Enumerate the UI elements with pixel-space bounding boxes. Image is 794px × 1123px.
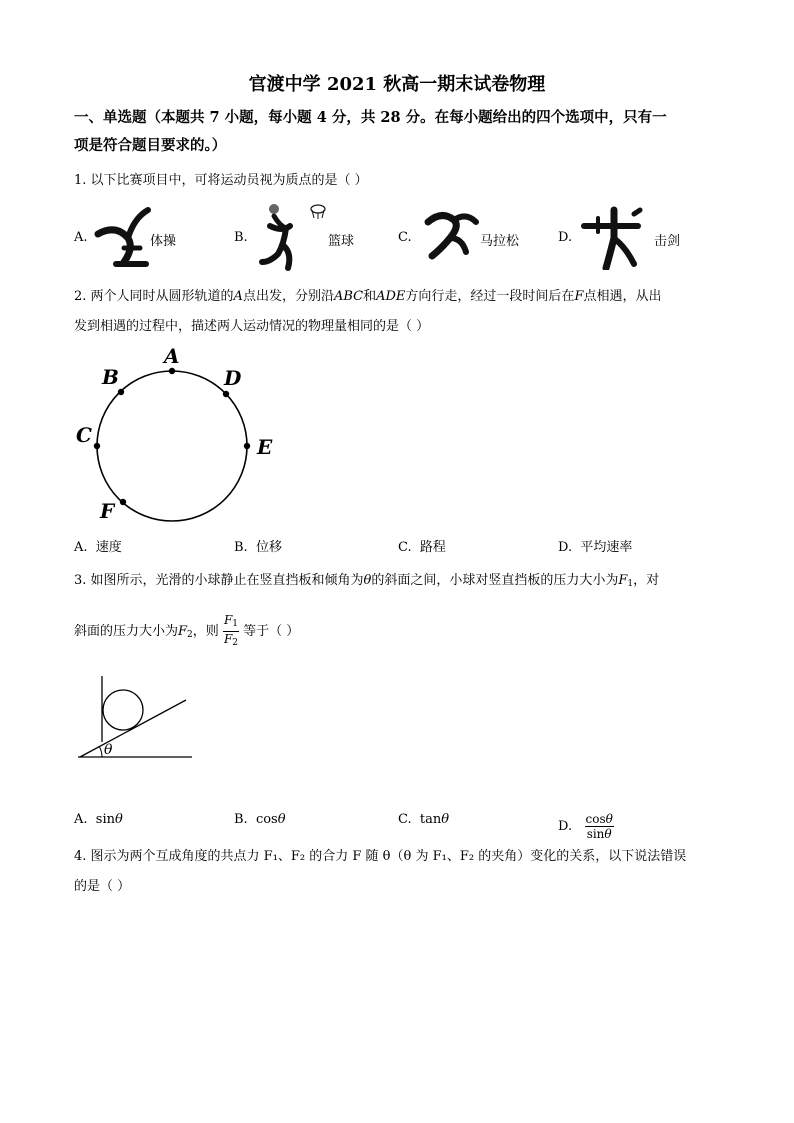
path-ade-ref: ADE [376,289,406,304]
label-d: D [224,366,242,390]
option-a-letter: A. [74,230,88,245]
label-c: C [76,423,92,447]
basketball-icon [256,202,336,272]
circular-track-diagram [70,342,290,534]
point-a [169,368,175,374]
question-1-options [74,202,724,274]
ratio-f1-f2: $\frac{F_1}{F_2}$ [223,613,238,648]
option-d: D. 平均速率 [558,540,633,555]
option-a-text: 体操 [150,234,177,249]
point-b [118,389,124,395]
point-c [94,443,100,449]
question-3-options [74,800,724,844]
question-4-stem-line2: 的是（ ） [74,879,131,894]
angle-arc [99,746,102,757]
point-a-ref: A [233,289,243,304]
point-f [120,499,126,505]
option-c-text: 马拉松 [480,234,520,249]
option-c: C. 路程 [398,540,446,555]
question-3-stem-line1: 3. 如图所示，光滑的小球静止在竖直挡板和倾角为θ的斜面之间，小球对竖直挡板的压力大小为$F_1$，对 [74,573,660,589]
force-f2: $F_2$ [178,624,193,640]
ratio-cos-sin: $\frac{\cos\theta}{\sin\theta}$ [585,812,613,841]
option-c-letter: C. [398,230,412,245]
option-b-text: 篮球 [328,234,355,249]
gymnastics-icon [94,204,154,270]
incline-surface [80,700,186,757]
option-a: A. sinθ [74,812,123,827]
option-d-text: 击剑 [654,234,681,249]
point-f-ref: F [574,289,584,304]
label-f: F [100,499,115,523]
page-title: 官渡中学 2021 秋高一期末试卷物理 [248,74,546,95]
question-2-stem: 2. 两个人同时从圆形轨道的A点出发，分别沿ABC和ADE方向行走，经过一段时间后在F点相遇，从出 发到相遇的过程中，描述两人运动情况的物理量相同的是（ ） [74,282,724,342]
ball [103,690,143,730]
point-e [244,443,250,449]
angle-theta-label: θ [104,742,113,758]
label-b: B [102,365,119,389]
question-3-stem-line2: 斜面的压力大小为$F_2$，则 $\frac{F_1}{F_2}$ 等于（ ） [74,613,300,648]
option-d-letter: D. [558,230,573,245]
option-a: A. 速度 [74,540,122,555]
option-b-letter: B. [234,230,248,245]
fencing-icon [580,204,656,270]
option-b: B. 位移 [234,540,282,555]
question-4-stem [74,842,724,902]
option-c: C. tanθ [398,812,450,827]
section-heading-line2: 项是符合题目要求的。） [74,137,227,154]
label-e: E [257,435,273,459]
path-abc-ref: ABC [333,289,364,304]
force-f1: $F_1$ [618,573,634,589]
point-d [223,391,229,397]
section-heading [74,104,724,160]
label-a: A [164,344,180,368]
option-d: D. $\frac{\cos\theta}{\sin\theta}$ [558,812,613,841]
question-2-options [74,536,724,556]
section-heading-line1: 一、单选题（本题共 7 小题，每小题 4 分，共 28 分。在每小题给出的四个选项中，只有一 [74,109,667,126]
marathon-icon [420,208,484,268]
option-b: B. cosθ [234,812,286,827]
inclined-plane-diagram [74,672,204,766]
question-2-stem-line2: 发到相遇的过程中，描述两人运动情况的物理量相同的是（ ） [74,319,430,334]
question-4-stem-line1: 4. 图示为两个互成角度的共点力 F₁、F₂ 的合力 F 随 θ（θ 为 F₁、F₂ 的夹角）变化的关系，以下说法错误 [74,849,687,864]
question-1-stem: 1. 以下比赛项目中，可将运动员视为质点的是（ ） [74,173,368,188]
